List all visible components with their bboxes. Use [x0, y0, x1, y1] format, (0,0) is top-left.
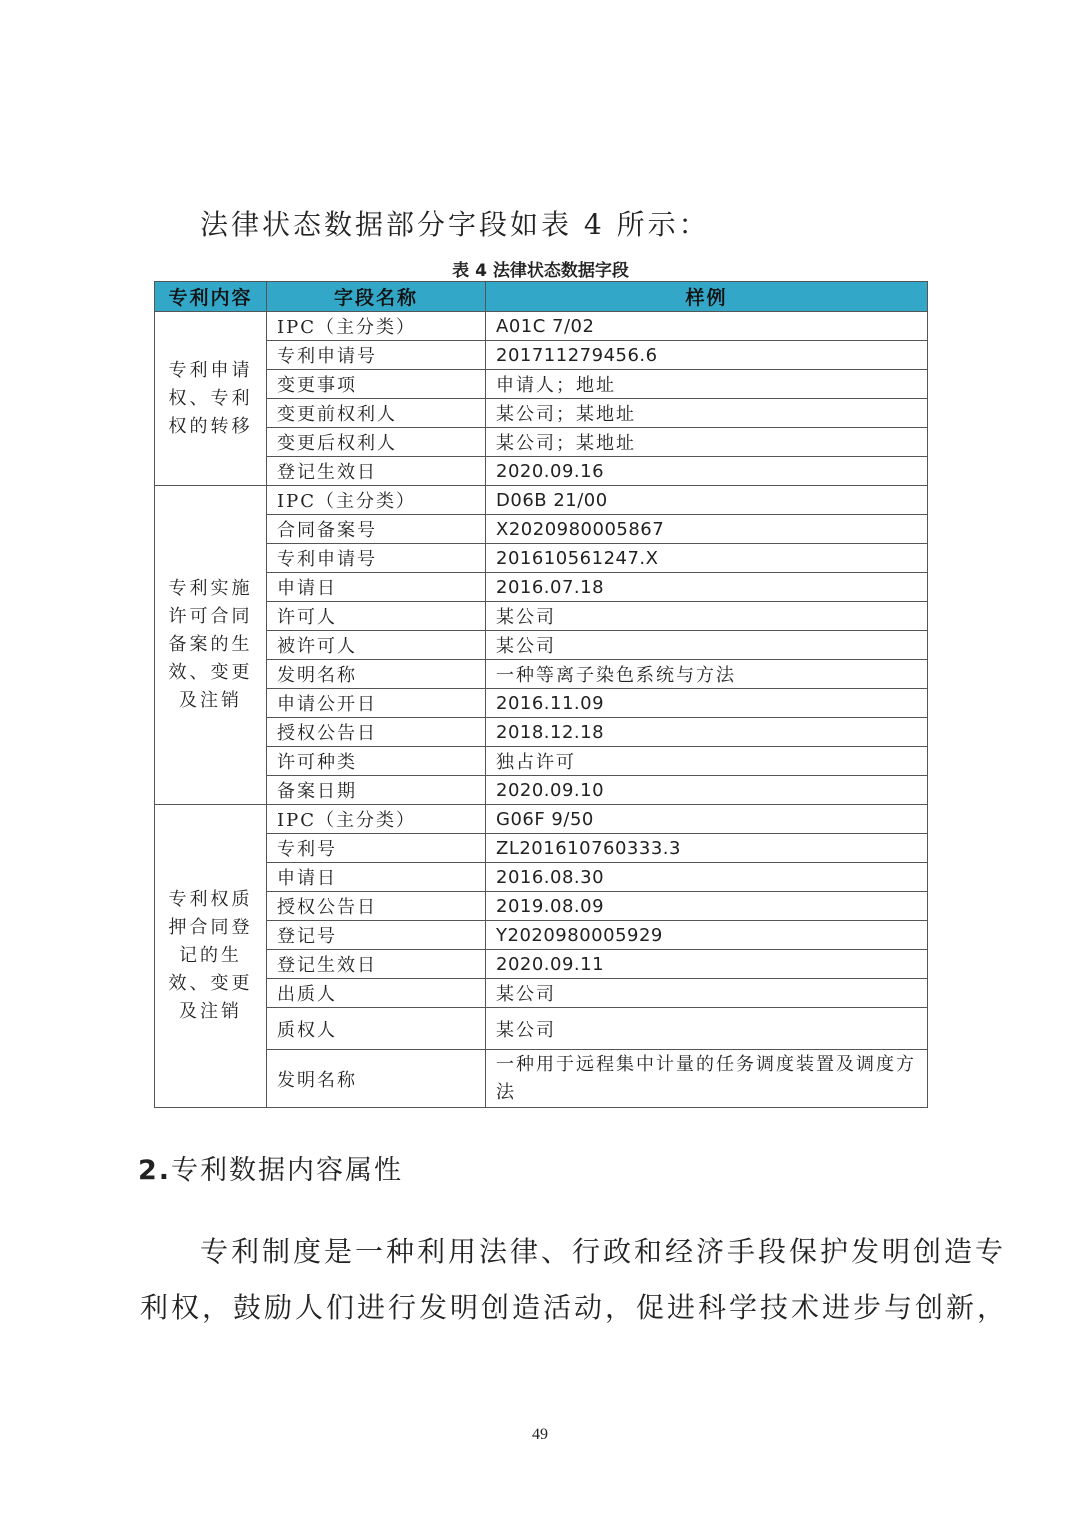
header-content: 专利内容 — [155, 282, 267, 312]
table-row — [155, 370, 928, 399]
field-name-cell: 变更前权利人 — [267, 399, 486, 428]
sample-cell: 某公司 — [486, 979, 928, 1008]
field-name-cell: 授权公告日 — [267, 892, 486, 921]
sample-cell: A01C 7/02 — [486, 312, 928, 341]
table-row — [155, 515, 928, 544]
sample-cell: 2020.09.11 — [486, 950, 928, 979]
field-name-cell: 被许可人 — [267, 631, 486, 660]
sample-cell: 某公司；某地址 — [486, 399, 928, 428]
sample-cell: 2018.12.18 — [486, 718, 928, 747]
table-row — [155, 486, 928, 515]
field-name-cell: 登记生效日 — [267, 457, 486, 486]
table-row — [155, 950, 928, 979]
table-row — [155, 863, 928, 892]
sample-cell: Y2020980005929 — [486, 921, 928, 950]
sample-cell: 2016.11.09 — [486, 689, 928, 718]
field-name-cell: IPC（主分类） — [267, 312, 486, 341]
sample-cell: 一种等离子染色系统与方法 — [486, 660, 928, 689]
sample-cell: D06B 21/00 — [486, 486, 928, 515]
table-row — [155, 776, 928, 805]
table-body — [155, 312, 928, 1108]
field-name-cell: 申请日 — [267, 863, 486, 892]
field-name-cell: 变更事项 — [267, 370, 486, 399]
table-row — [155, 747, 928, 776]
sample-cell: 独占许可 — [486, 747, 928, 776]
sample-cell: 某公司 — [486, 631, 928, 660]
sample-cell: 一种用于远程集中计量的任务调度装置及调度方法 — [486, 1050, 928, 1108]
sample-cell: 201711279456.6 — [486, 341, 928, 370]
header-sample: 样例 — [486, 282, 928, 312]
sample-cell: 2016.08.30 — [486, 863, 928, 892]
paragraph-line-1: 专利制度是一种利用法律、行政和经济手段保护发明创造专 — [200, 1235, 1007, 1268]
section-heading — [138, 1148, 403, 1187]
sample-cell: 某公司 — [486, 602, 928, 631]
field-name-cell: 出质人 — [267, 979, 486, 1008]
table-row — [155, 312, 928, 341]
sample-cell: X2020980005867 — [486, 515, 928, 544]
sample-cell: 某公司 — [486, 1008, 928, 1050]
sample-cell: 2016.07.18 — [486, 573, 928, 602]
sample-cell: 201610561247.X — [486, 544, 928, 573]
field-name-cell: 登记生效日 — [267, 950, 486, 979]
table-row — [155, 718, 928, 747]
field-name-cell: 变更后权利人 — [267, 428, 486, 457]
section-number: 2. — [138, 1155, 172, 1186]
field-name-cell: 发明名称 — [267, 1050, 486, 1108]
category-cell: 专利申请权、专利权的转移 — [155, 312, 267, 486]
paragraph-line-2: 利权，鼓励人们进行发明创造活动，促进科学技术进步与创新， — [140, 1291, 1009, 1324]
field-name-cell: 许可人 — [267, 602, 486, 631]
table-row — [155, 979, 928, 1008]
table-row — [155, 805, 928, 834]
field-name-cell: IPC（主分类） — [267, 805, 486, 834]
field-name-cell: 专利申请号 — [267, 544, 486, 573]
field-name-cell: 登记号 — [267, 921, 486, 950]
table-row — [155, 921, 928, 950]
sample-cell: 2019.08.09 — [486, 892, 928, 921]
table-row — [155, 1050, 928, 1108]
sample-cell: ZL201610760333.3 — [486, 834, 928, 863]
field-name-cell: 授权公告日 — [267, 718, 486, 747]
field-name-cell: 许可种类 — [267, 747, 486, 776]
table-row — [155, 573, 928, 602]
table-row — [155, 689, 928, 718]
table-caption: 表 4 法律状态数据字段 — [452, 261, 629, 281]
legal-status-table — [154, 281, 928, 1108]
table-row — [155, 457, 928, 486]
sample-cell: 2020.09.10 — [486, 776, 928, 805]
field-name-cell: 专利申请号 — [267, 341, 486, 370]
field-name-cell: 申请日 — [267, 573, 486, 602]
category-cell: 专利实施许可合同备案的生效、变更及注销 — [155, 486, 267, 805]
page-number: 49 — [532, 1426, 548, 1443]
table-row — [155, 834, 928, 863]
category-cell: 专利权质押合同登记的生效、变更及注销 — [155, 805, 267, 1108]
table-row — [155, 399, 928, 428]
table-row — [155, 631, 928, 660]
field-name-cell: 申请公开日 — [267, 689, 486, 718]
sample-cell: G06F 9/50 — [486, 805, 928, 834]
field-name-cell: IPC（主分类） — [267, 486, 486, 515]
table-row — [155, 544, 928, 573]
sample-cell: 申请人；地址 — [486, 370, 928, 399]
table-row — [155, 602, 928, 631]
field-name-cell: 发明名称 — [267, 660, 486, 689]
intro-sentence: 法律状态数据部分字段如表 4 所示： — [200, 208, 710, 241]
sample-cell: 某公司；某地址 — [486, 428, 928, 457]
field-name-cell: 专利号 — [267, 834, 486, 863]
table-row — [155, 341, 928, 370]
field-name-cell: 合同备案号 — [267, 515, 486, 544]
field-name-cell: 质权人 — [267, 1008, 486, 1050]
table-row — [155, 660, 928, 689]
table-row — [155, 892, 928, 921]
section-title: 专利数据内容属性 — [171, 1155, 404, 1186]
table-row — [155, 428, 928, 457]
sample-cell: 2020.09.16 — [486, 457, 928, 486]
field-name-cell: 备案日期 — [267, 776, 486, 805]
table-row — [155, 1008, 928, 1050]
header-field-name: 字段名称 — [267, 282, 486, 312]
table-header-row — [155, 282, 928, 312]
